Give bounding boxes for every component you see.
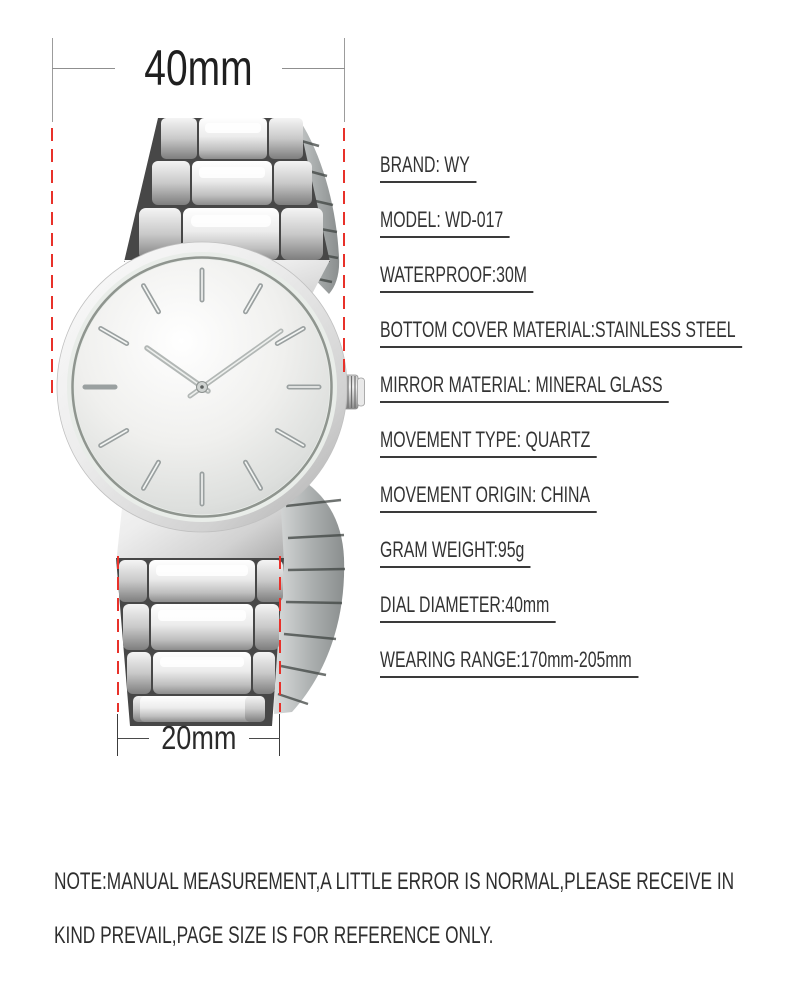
spec-text: MIRROR MATERIAL: MINERAL GLASS <box>380 372 669 403</box>
spec-text: MODEL: WD-017 <box>380 207 510 238</box>
spec-text: MOVEMENT TYPE: QUARTZ <box>380 427 597 458</box>
watch-photo <box>40 112 370 762</box>
bottom-band <box>116 558 284 726</box>
spec-movement-origin <box>380 474 800 529</box>
note-line-2: KIND PREVAIL,PAGE SIZE IS FOR REFERENCE ONLY. <box>54 922 494 949</box>
spec-bottom-cover-material <box>380 309 800 364</box>
spec-text: DIAL DIAMETER:40mm <box>380 592 556 623</box>
spec-waterproof <box>380 254 800 309</box>
band-width-dimension <box>118 712 280 764</box>
watch-illustration <box>40 112 370 762</box>
spec-wearing-range <box>380 639 800 694</box>
spec-dial-diameter <box>380 584 800 639</box>
note-block <box>54 866 799 974</box>
spec-text: WEARING RANGE:170mm-205mm <box>380 647 638 678</box>
spec-brand <box>380 144 800 199</box>
dimension-line <box>118 738 149 739</box>
spec-movement-type <box>380 419 800 474</box>
spec-gram-weight <box>380 529 800 584</box>
case-width-label: 40mm <box>144 40 253 96</box>
band-width-label: 20mm <box>161 719 237 756</box>
spec-mirror-material <box>380 364 800 419</box>
spec-text: BRAND: WY <box>380 152 476 183</box>
spec-text: MOVEMENT ORIGIN: CHINA <box>380 482 597 513</box>
case-width-guide-right <box>343 128 345 375</box>
spec-list <box>380 144 800 694</box>
dimension-line <box>52 68 115 69</box>
note-line-1: NOTE:MANUAL MEASUREMENT,A LITTLE ERROR IS NORMAL,PLEASE RECEIVE IN <box>54 868 735 895</box>
spec-model <box>380 199 800 254</box>
spec-text: GRAM WEIGHT:95g <box>380 537 531 568</box>
top-band <box>124 118 330 262</box>
case-width-dimension <box>52 42 345 94</box>
band-width-guide-left <box>117 556 119 712</box>
spec-text: BOTTOM COVER MATERIAL:STAINLESS STEEL <box>380 317 742 348</box>
band-width-guide-right <box>279 556 281 712</box>
spec-text: WATERPROOF:30M <box>380 262 533 293</box>
dimension-line <box>249 738 280 739</box>
dimension-line <box>282 68 345 69</box>
case-width-guide-left <box>51 128 53 395</box>
